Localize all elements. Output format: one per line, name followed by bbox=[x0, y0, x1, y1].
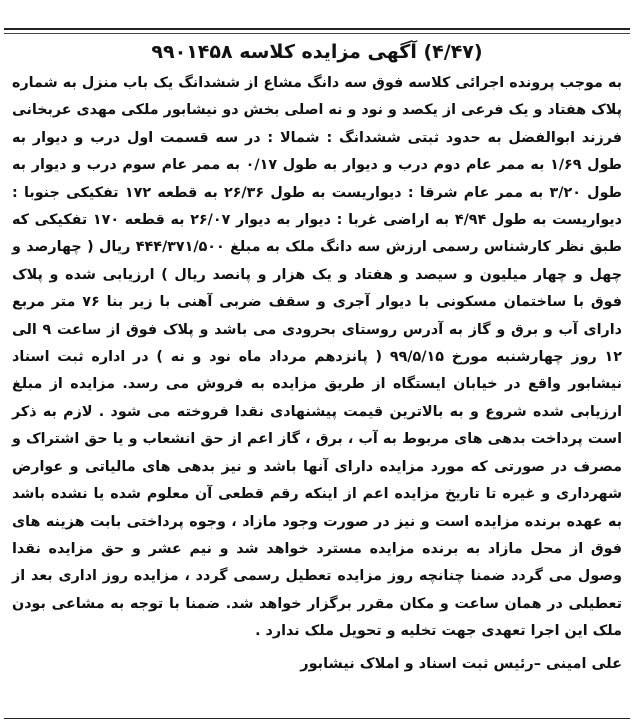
top-divider-thin bbox=[4, 33, 630, 34]
bottom-divider bbox=[4, 718, 630, 719]
previous-notice-fragment bbox=[0, 0, 634, 22]
auction-notice bbox=[8, 38, 626, 676]
top-divider bbox=[4, 28, 630, 30]
notice-title: (۴/۴۷) آگهی مزایده کلاسه ۹۹۰۱۴۵۸ bbox=[151, 41, 483, 63]
notice-signature: علی امینی –رئیس ثبت اسناد و املاک نیشابور bbox=[300, 655, 622, 672]
notice-body: به موجب پرونده اجرائی کلاسه فوق سه دانگ مشاع از ششدانگ یک باب منزل به شماره پلاک هفتاد و یک فرعی از یکصد و نود و نه اصلی بخش دو نیشابور ملکی مهدی عربخانی فرزند ابوالفضل به حدود ثبتی ششدانگ : شمالا : در سه قسمت اول درب و دیوار به طول ۱/۶۹ به ممر عام دوم درب و دیوار به طول ۰/۱۷ به ممر عام سوم درب و دیوار به طول ۳/۲۰ به ممر عام شرقا : دیواریست به طول ۲۶/۳۶ به قطعه ۱۷۲ تفکیکی جنوبا : دیواریست به طول ۴/۹۴ به اراضی غربا : دیوار به دیوار ۲۶/۰۷ به قطعه ۱۷۰ تفکیکی که طبق نظر کارشناس رسمی ارزش سه دانگ ملک به مبلغ ۴۴۴/۳۷۱/۵۰۰ ریال ( چهارصد و چهل و چهار میلیون و سیصد و هفتاد و یک هزار و پانصد ریال ) ارزیابی شده و پلاک فوق با ساختمان مسکونی با دیوار آجری و سقف ضربی آهنی با زیر بنا ۷۶ متر مربع دارای آب و برق و گاز به آدرس روستای بحرودی می باشد و پلاک فوق از ساعت ۹ الی ۱۲ روز چهارشنبه مورخ ۹۹/۵/۱۵ ( پانزدهم مرداد ماه نود و نه ) در اداره ثبت اسناد نیشابور واقع در خیابان ایستگاه از طریق مزایده به فروش می رسد. مزایده از مبلغ ارزیابی شده شروع و به بالاترین قیمت پیشنهادی نقدا فروخته می شود . لازم به ذکر است پرداخت بدهی های مربوط به آب ، برق ، گاز اعم از حق انشعاب و یا حق اشتراک و مصرف در صورتی که مورد مزایده دارای آنها باشد و نیز بدهی های مالیاتی و عوارض شهرداری و غیره تا تاریخ مزایده اعم از اینکه رقم قطعی آن معلوم شده یا نشده باشد به عهده برنده مزایده است و نیز در صورت وجود مازاد ، وجوه پرداختی بابت هزینه های فوق از محل مازاد به برنده مزایده مسترد خواهد شد و نیم عشر و حق مزایده نقدا وصول می گردد ضمنا چنانچه روز مزایده تعطیل رسمی گردد ، مزایده روز اداری بعد از تعطیلی در همان ساعت و مکان مقرر برگزار خواهد شد. ضمنا با توجه به مشاعی بودن ملک این اجرا تعهدی جهت تخلیه و تحویل ملک ندارد . bbox=[12, 75, 623, 640]
